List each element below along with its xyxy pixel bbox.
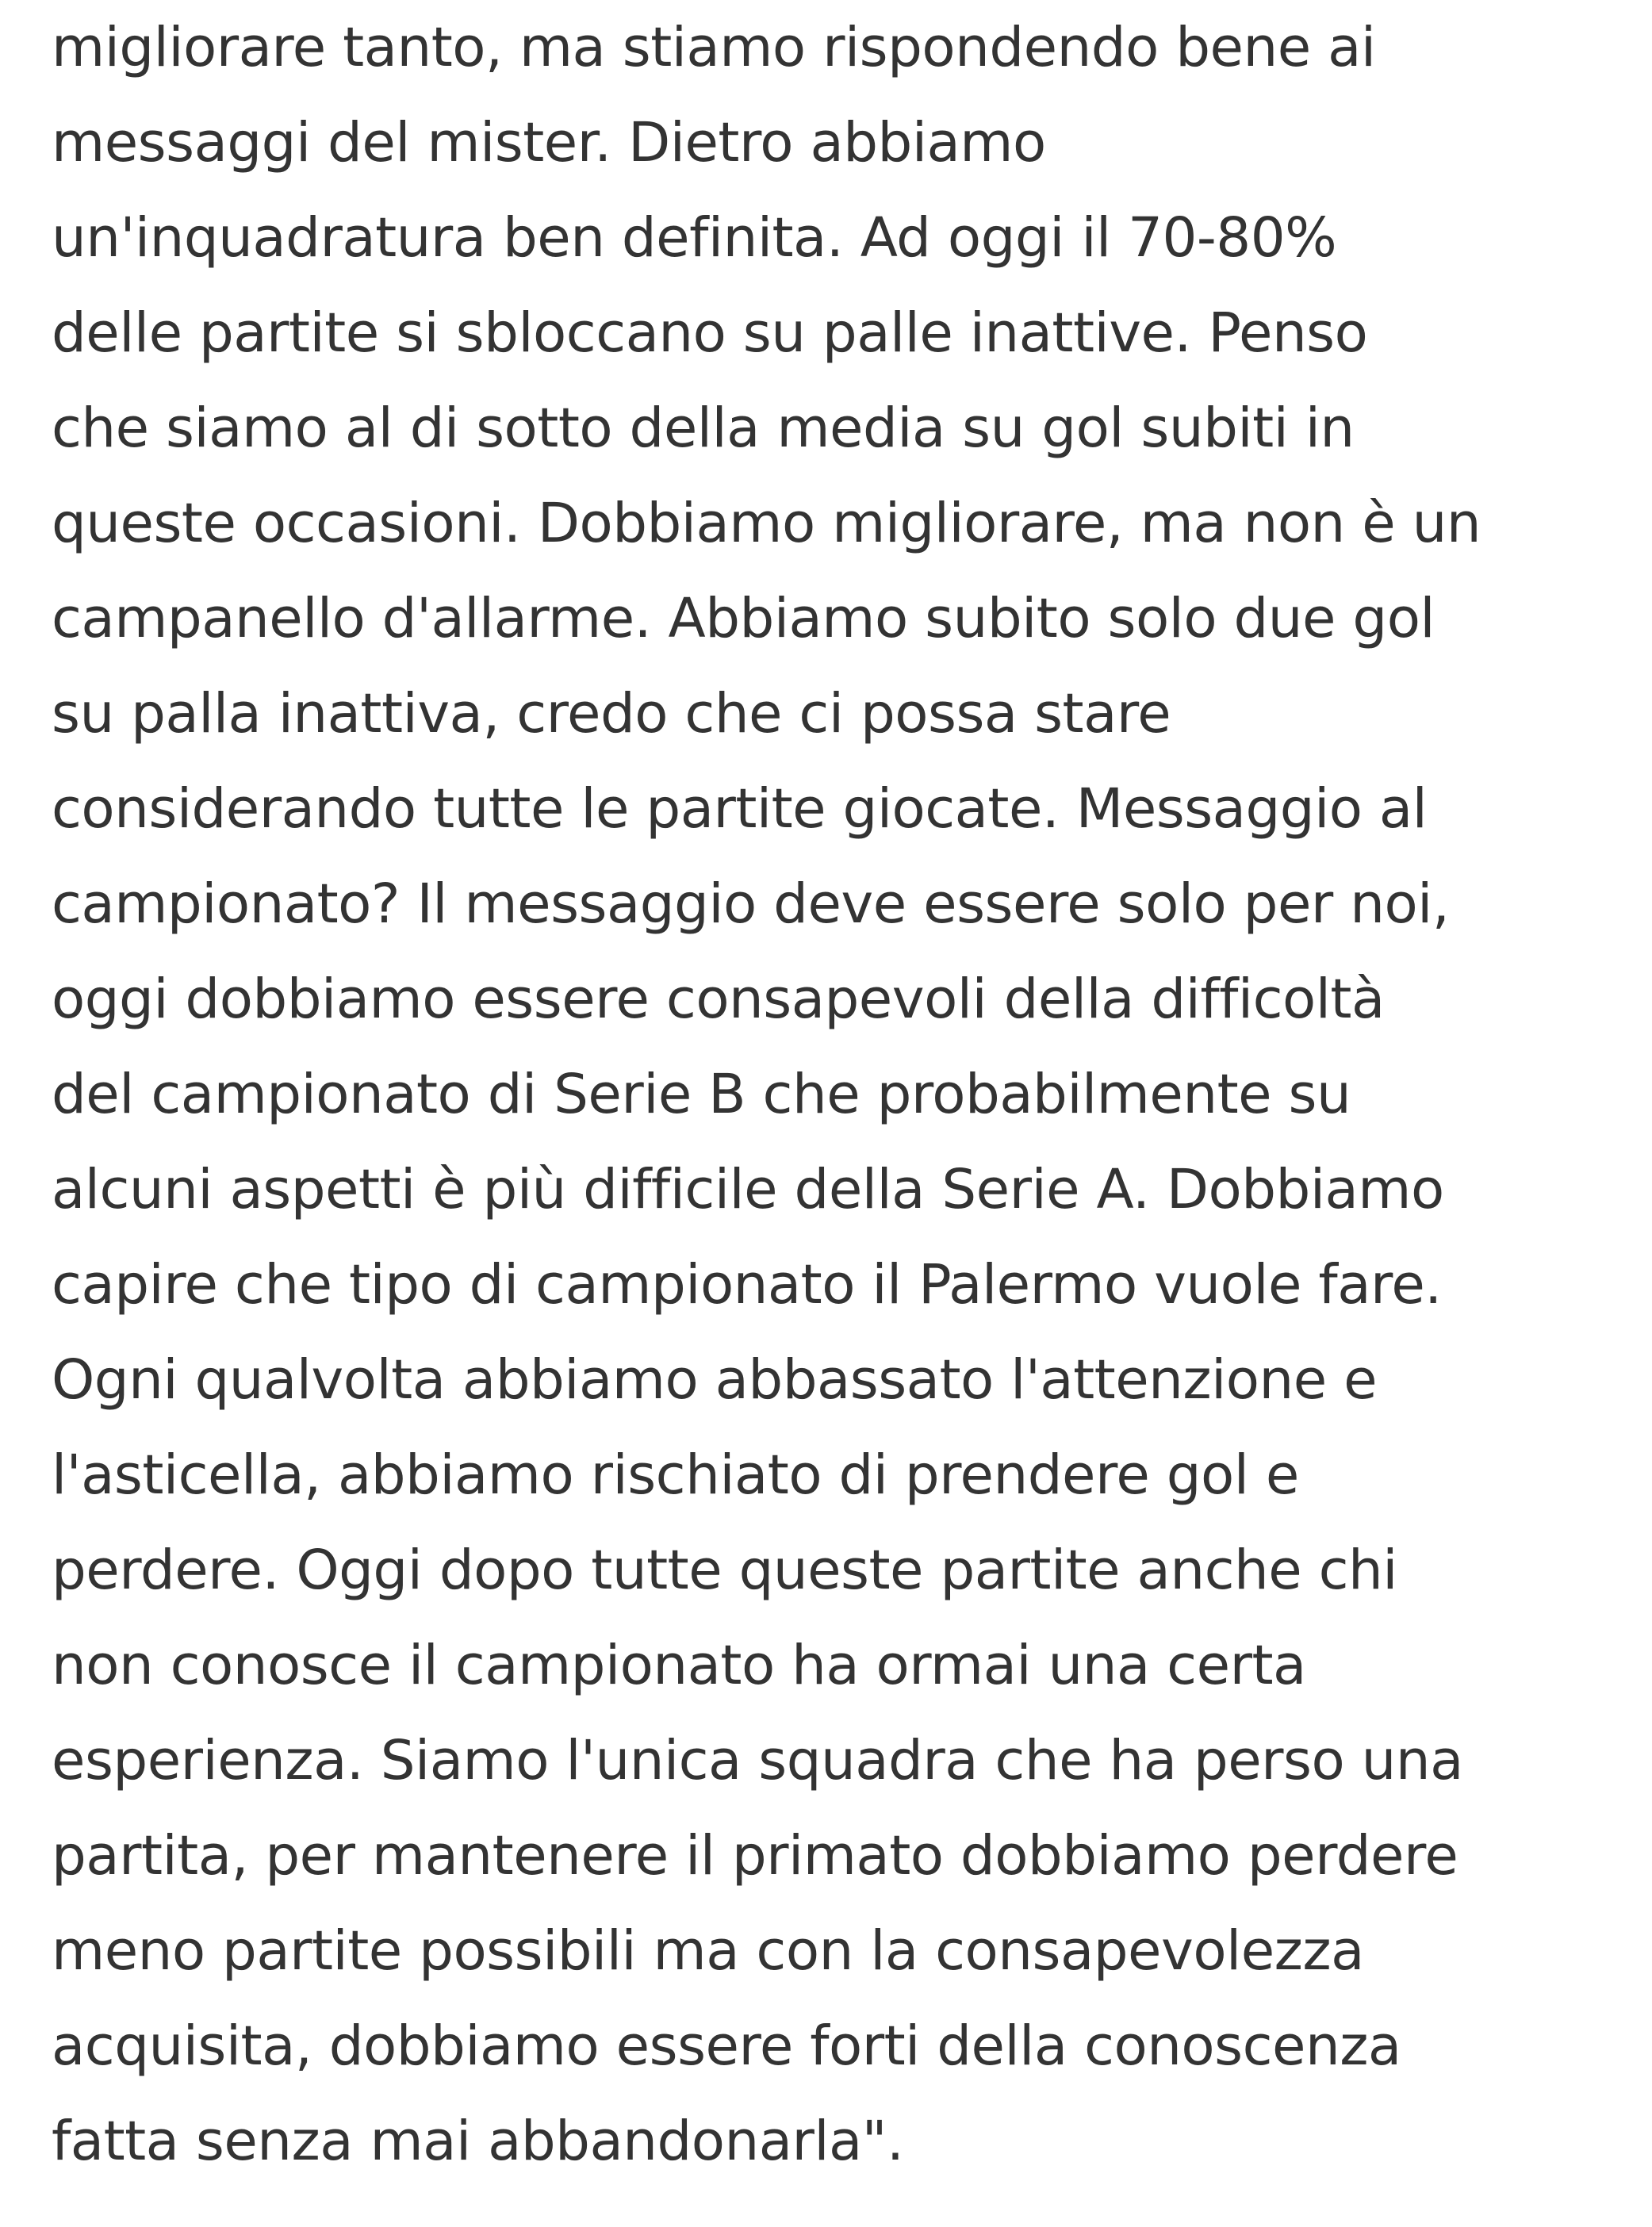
text-line-12: del campionato di Serie B che probabilmente su [52,1063,1351,1126]
text-line-6: queste occasioni. Dobbiamo migliorare, ma non è un [52,492,1481,555]
text-line-17: perdere. Oggi dopo tutte queste partite anche chi [52,1539,1397,1602]
text-line-16: l'asticella, abbiamo rischiato di prendere gol e [52,1443,1299,1507]
text-line-5: che siamo al di sotto della media su gol subiti in [52,397,1355,460]
text-line-19: esperienza. Siamo l'unica squadra che ha perso una [52,1729,1463,1792]
text-line-7: campanello d'allarme. Abbiamo subito solo due gol [52,587,1435,650]
text-line-11: oggi dobbiamo essere consapevoli della difficoltà [52,968,1385,1031]
text-line-13: alcuni aspetti è più difficile della Serie A. Dobbiamo [52,1158,1444,1221]
text-line-1: migliorare tanto, ma stiamo rispondendo bene ai [52,16,1376,79]
text-line-3: un'inquadratura ben definita. Ad oggi il 70-80% [52,206,1337,270]
text-line-23: fatta senza mai abbandonarla". [52,2110,904,2173]
text-line-2: messaggi del mister. Dietro abbiamo [52,111,1046,174]
text-line-22: acquisita, dobbiamo essere forti della conoscenza [52,2014,1401,2078]
text-line-21: meno partite possibili ma con la consapevolezza [52,1919,1364,1983]
text-line-8: su palla inattiva, credo che ci possa stare [52,682,1171,746]
text-line-4: delle partite si sbloccano su palle inattive. Penso [52,301,1368,365]
text-line-18: non conosce il campionato ha ormai una certa [52,1634,1306,1697]
text-line-9: considerando tutte le partite giocate. Messaggio al [52,777,1428,841]
article-body-text [52,0,1622,2189]
text-line-15: Ogni qualvolta abbiamo abbassato l'attenzione e [52,1348,1378,1412]
text-line-10: campionato? Il messaggio deve essere solo per noi, [52,872,1450,936]
text-line-14: capire che tipo di campionato il Palermo vuole fare. [52,1253,1442,1317]
text-line-20: partita, per mantenere il primato dobbiamo perdere [52,1824,1458,1888]
